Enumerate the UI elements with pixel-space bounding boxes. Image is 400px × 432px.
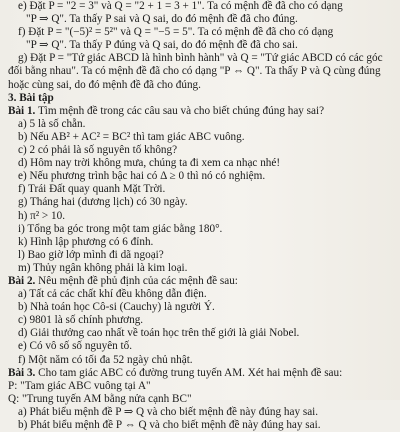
exercise-2-item: b) Nhà toán học Cô-si (Cauchy) là người Ý. [18,301,215,314]
exercise-1-text: Tìm mệnh đề trong các câu sau và cho biết chúng đúng hay sai? [35,104,325,117]
exercise-1-item: k) Hình lập phương có 6 đỉnh. [18,235,154,248]
solution-f-line-2: "P ⇒ Q". Ta thấy P đúng và Q sai, do đó mệnh đề đã cho sai. [26,39,298,52]
solution-g-line-2: đối bằng nhau". Ta có mệnh đề đã cho có dạng "P ⇔ Q". Ta thấy P và Q cùng đúng [8,65,381,78]
solution-e-line-2: "P ⇒ Q". Ta thấy P sai và Q sai, do đó mệnh đề đã cho đúng. [26,13,298,26]
exercise-1-item: c) 2 có phải là số nguyên tố không? [18,144,178,157]
exercise-3-label: Bài 3. [8,366,36,379]
exercise-2-text: Nêu mệnh đề phủ định của các mệnh đề sau: [35,274,238,287]
exercise-2-item: e) Có vô số số nguyên tố. [18,340,133,353]
exercise-1-item: g) Tháng hai (dương lịch) có 30 ngày. [18,196,188,209]
exercise-3-item: a) Phát biểu mệnh đề P ⇒ Q và cho biết mệnh đề này đúng hay sai. [18,405,319,418]
document-body [8,0,396,432]
exercise-1-item: i) Tổng ba góc trong một tam giác bằng 180°. [18,222,223,235]
exercise-2-prompt [8,275,396,288]
exercise-2-item: f) Một năm có tối đa 52 ngày chủ nhật. [18,353,193,366]
exercise-1-prompt [8,105,396,118]
exercise-1-label: Bài 1. [8,104,36,117]
exercise-1-item: a) 5 là số chẵn. [18,117,86,130]
solution-g-line-1: g) Đặt P = "Tứ giác ABCD là hình bình hành" và Q = "Tứ giác ABCD có các góc [18,52,383,65]
exercise-1-item: h) π² > 10. [18,209,66,222]
section-title: 3. Bài tập [8,91,54,104]
exercise-3-proposition-p: P: "Tam giác ABC vuông tại A" [8,379,151,392]
exercise-3-text: Cho tam giác ABC có đường trung tuyến AM. Xét hai mệnh đề sau: [35,366,343,379]
solution-g-line-3: hoặc cùng sai, do đó mệnh đề đã cho đúng. [8,78,201,91]
exercise-1-item: m) Thủy ngân không phải là kim loại. [18,261,188,274]
exercise-1-item: e) Nếu phương trình bậc hai có Δ ≥ 0 thì nó có nghiệm. [18,170,266,183]
solution-f-line-1: f) Đặt P = "(−5)² = 5²" và Q = "−5 = 5". Ta có mệnh đề đã cho có dạng [18,26,334,39]
exercise-1-item: d) Hôm nay trời không mưa, chúng ta đi xem ca nhạc nhé! [18,157,281,170]
exercise-2-item: a) Tất cả các chất khí đều không dẫn điện. [18,288,207,301]
exercise-3-proposition-q: Q: "Trung tuyến AM bằng nửa cạnh BC" [8,392,192,405]
exercise-3-prompt [8,367,396,380]
exercise-1-item: b) Nếu AB² + AC² = BC² thì tam giác ABC vuông. [18,130,245,143]
exercise-2-item: c) 9801 là số chính phương. [18,314,144,327]
exercise-2-item: d) Giải thưởng cao nhất về toán học trên thế giới là giải Nobel. [18,327,300,340]
exercise-3-item: b) Phát biểu mệnh đề P ⇔ Q và cho biết mệnh đề này đúng hay sai. [18,419,321,431]
solution-e-line-1: e) Đặt P = "2 = 3" và Q = "2 + 1 = 3 + 1". Ta có mệnh đề đã cho có dạng [18,0,343,12]
exercise-1-item: f) Trái Đất quay quanh Mặt Trời. [18,183,166,196]
exercise-1-item: l) Bao giờ lớp mình đi dã ngoại? [18,248,164,261]
exercise-2-label: Bài 2. [8,274,36,287]
